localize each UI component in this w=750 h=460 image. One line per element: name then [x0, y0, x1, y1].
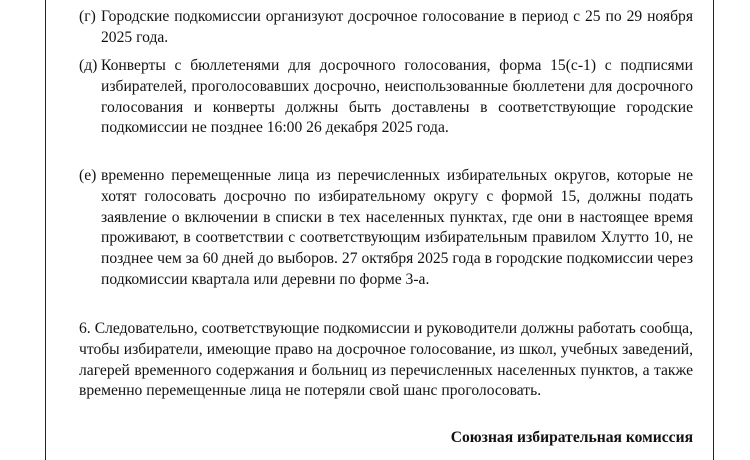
- page-border-left: [45, 0, 46, 460]
- list-item-text: временно перемещенные лица из перечисленных избирательных округов, которые не хотят голосовать досрочно по избирательному округу с формой 15, должны подать заявление о включении в списки в тех населенных пунктах, где они в настоящее время проживают, в соответствии с соответствующим избирательным правилом Хлутто 10, не позднее чем за 60 дней до выборов. 27 октября 2025 года в городские подкомиссии через подкомиссии квартала или деревни по форме 3-а.: [101, 167, 693, 288]
- list-item-text: Городские подкомиссии организуют досрочное голосование в период с 25 по 29 ноября 2025 года.: [101, 8, 693, 46]
- list-item-d: [79, 56, 693, 139]
- page-border-right: [713, 0, 714, 460]
- list-item-text: Конверты с бюллетенями для досрочного голосования, форма 15(с-1) с подписями избирателей, проголосовавших досрочно, неиспользованные бюллетени для досрочного голосования и конверты должны быть доставлены в соответствующие городские подкомиссии не позднее 16:00 26 декабря 2025 года.: [101, 57, 693, 137]
- list-item-e: [79, 166, 693, 291]
- signature: Союзная избирательная комиссия: [450, 429, 693, 446]
- list-marker: (г): [79, 8, 96, 25]
- list-item-g: [79, 7, 693, 49]
- list-marker: (д): [79, 57, 98, 74]
- paragraph-6: 6. Следовательно, соответствующие подкомиссии и руководители должны работать сообща, чтобы избиратели, имеющие право на досрочное голосование, из школ, учебных заведений, лагерей временного содержания и больниц из перечисленных населенных пунктов, а также временно перемещенные лица не потеряли свой шанс проголосовать.: [79, 320, 693, 400]
- list-marker: (е): [79, 167, 97, 184]
